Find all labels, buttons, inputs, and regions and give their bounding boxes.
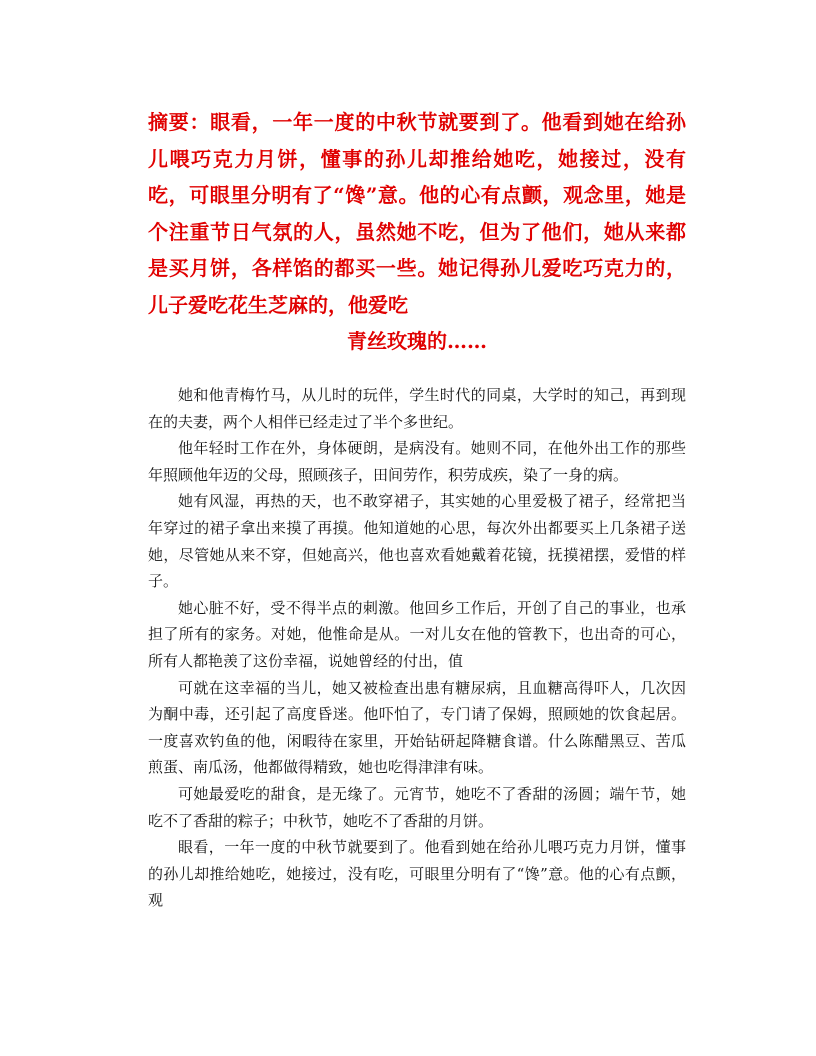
abstract-last-line: 青丝玫瑰的…… (347, 329, 487, 353)
paragraph: 她和他青梅竹马，从儿时的玩伴，学生时代的同桌，大学时的知己，再到现在的夫妻，两个人相伴已经走过了半个多世纪。 (148, 386, 686, 431)
paragraph: 眼看，一年一度的中秋节就要到了。他看到她在给孙儿喂巧克力月饼，懂事的孙儿却推给她吃，她接过，没有吃，可眼里分明有了“馋”意。他的心有点颤，观 (148, 838, 686, 910)
paragraph: 可她最爱吃的甜食，是无缘了。元宵节，她吃不了香甜的汤圆；端午节，她吃不了香甜的粽子；中秋节，她吃不了香甜的月饼。 (148, 784, 686, 830)
body-text (148, 382, 686, 914)
paragraph: 可就在这幸福的当儿，她又被检查出患有糖尿病，且血糖高得吓人，几次因为酮中毒，还引起了高度昏迷。他吓怕了，专门请了保姆，照顾她的饮食起居。一度喜欢钓鱼的他，闲暇待在家里，开始钻研起降糖食谱。什么陈醋黑豆、苦瓜煎蛋、南瓜汤，他都做得精致，她也吃得津津有味。 (148, 678, 686, 777)
abstract-text: 摘要：眼看，一年一度的中秋节就要到了。他看到她在给孙儿喂巧克力月饼，懂事的孙儿却推给她吃，她接过，没有吃，可眼里分明有了“馋”意。他的心有点颤，观念里，她是个注重节日气氛的人，虽然她不吃，但为了他们，她从来都是买月饼，各样馅的都买一些。她记得孙儿爱吃巧克力的，儿子爱吃花生芝麻的，他爱吃 (148, 110, 686, 317)
paragraph: 她心脏不好，受不得半点的刺激。他回乡工作后，开创了自己的事业，也承担了所有的家务。对她，他惟命是从。一对儿女在他的管教下，也出奇的可心，所有人都艳羡了这份幸福，说她曾经的付出，值 (148, 598, 686, 670)
paragraph: 他年轻时工作在外，身体硬朗，是病没有。她则不同，在他外出工作的那些年照顾他年迈的父母，照顾孩子，田间劳作，积劳成疾，染了一身的病。 (148, 439, 686, 484)
abstract (148, 104, 686, 360)
paragraph: 她有风湿，再热的天，也不敢穿裙子，其实她的心里爱极了裙子，经常把当年穿过的裙子拿出来摸了再摸。他知道她的心思，每次外出都要买上几条裙子送她，尽管她从来不穿，但她高兴，他也喜欢看她戴着花镜，抚摸裙摆，爱惜的样子。 (148, 492, 686, 591)
